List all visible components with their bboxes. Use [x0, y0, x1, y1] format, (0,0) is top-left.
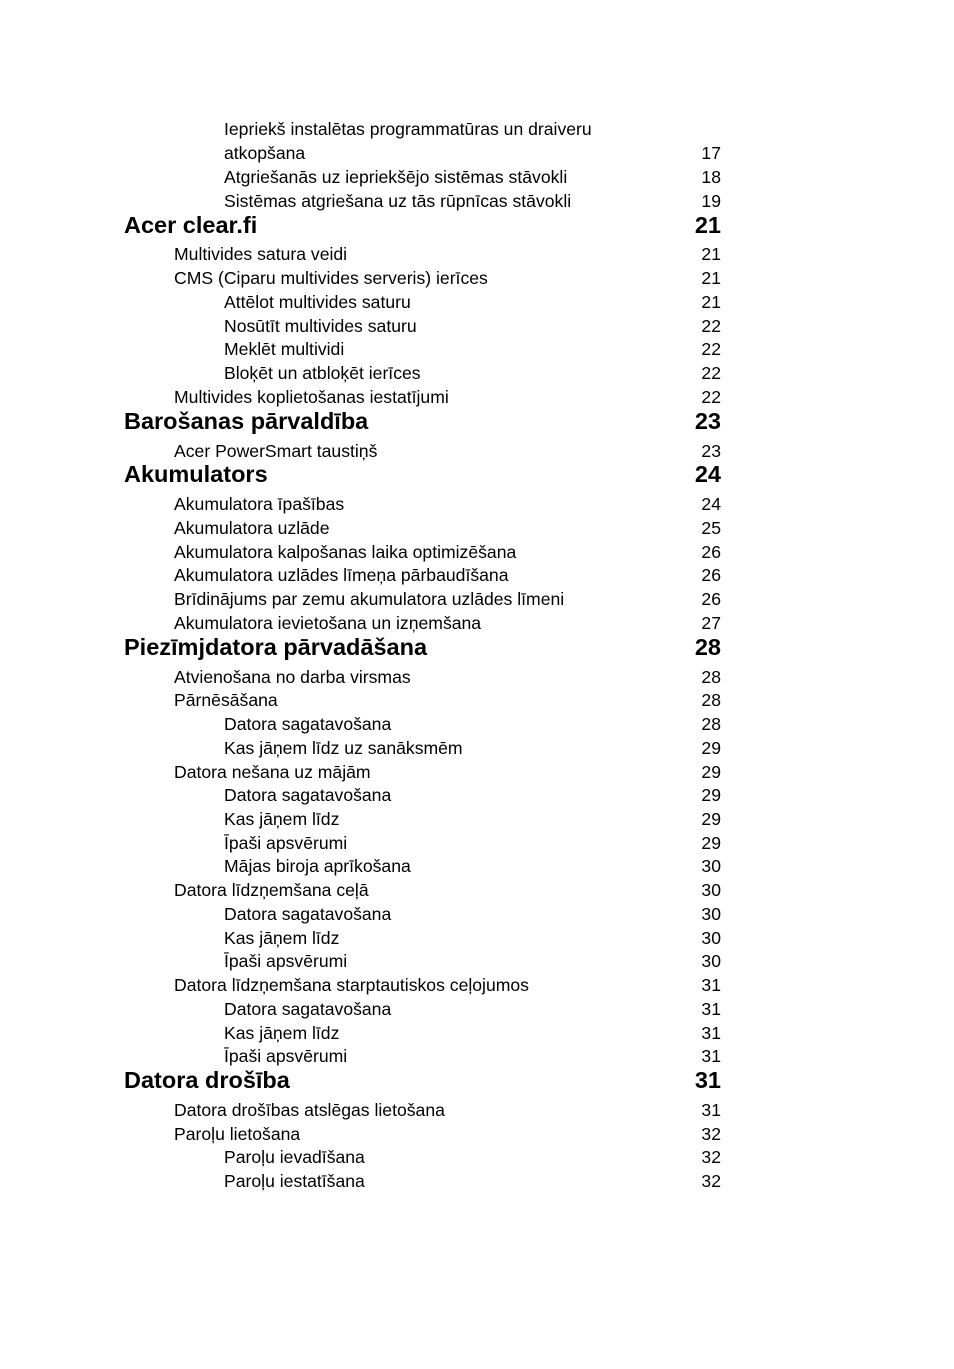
toc-entry-page: 31 [701, 999, 721, 1019]
toc-entry-title: Acer PowerSmart taustiņš [174, 441, 378, 461]
toc-entry-title: Datora drošības atslēgas lietošana [174, 1100, 445, 1120]
toc-entry-title: Bloķēt un atbloķēt ierīces [224, 363, 421, 383]
toc-entry-title: Īpaši apsvērumi [224, 1046, 348, 1066]
toc-entry-title: Atgriešanās uz iepriekšējo sistēmas stāvokli [224, 167, 568, 187]
toc-entry-page: 28 [701, 667, 721, 687]
toc-entry-title: Brīdinājums par zemu akumulatora uzlādes līmeni [174, 589, 565, 609]
toc-entry-title: Kas jāņem līdz [224, 928, 340, 948]
toc-entry-page: 31 [694, 1067, 721, 1093]
toc-entry-title: Akumulatora ievietošana un izņemšana [174, 613, 482, 633]
toc-entry-page: 22 [701, 316, 721, 336]
toc-entry-title: Datora sagatavošana [224, 904, 392, 924]
toc-entry-page: 30 [701, 856, 721, 876]
toc-entry-title: Paroļu iestatīšana [224, 1171, 365, 1191]
toc-entry-title: Datora drošība [124, 1067, 290, 1093]
toc-entry-title: Datora nešana uz mājām [174, 762, 371, 782]
toc-entry-title: Īpaši apsvērumi [224, 833, 348, 853]
toc-entry-title: Akumulatora uzlādes līmeņa pārbaudīšana [174, 565, 509, 585]
toc-entry-page: 17 [701, 143, 721, 163]
toc-entry-title: Barošanas pārvaldība [124, 408, 369, 434]
toc-entry-page: 29 [701, 833, 721, 853]
toc-entry-page: 18 [701, 167, 721, 187]
toc-entry-page: 21 [701, 292, 721, 312]
toc-entry-page: 21 [694, 212, 721, 238]
toc-entry-title: Mājas biroja aprīkošana [224, 856, 411, 876]
toc-entry-title: Akumulatora īpašības [174, 494, 345, 514]
toc-entry-title: Nosūtīt multivides saturu [224, 316, 417, 336]
toc-entry-page: 30 [701, 928, 721, 948]
toc-entry-page: 28 [701, 714, 721, 734]
toc-entry-page: 29 [701, 785, 721, 805]
toc-entry-title: Akumulators [124, 461, 268, 487]
toc-entry-page: 26 [701, 542, 721, 562]
toc-entry-page: 32 [701, 1124, 721, 1144]
toc-entry-title: Atvienošana no darba virsmas [174, 667, 411, 687]
toc-entry-page: 29 [701, 809, 721, 829]
toc-entry-title: Attēlot multivides saturu [224, 292, 411, 312]
toc-entry-page: 26 [701, 589, 721, 609]
toc-entry-page: 28 [701, 690, 721, 710]
toc-entry-page: 22 [701, 363, 721, 383]
toc-entry-title: Paroļu ievadīšana [224, 1147, 365, 1167]
toc-entry-page: 31 [701, 975, 721, 995]
toc-entry-title: Multivides satura veidi [174, 244, 348, 264]
toc-entry-page: 31 [701, 1046, 721, 1066]
toc-entry-page: 22 [701, 387, 721, 407]
toc-entry-page: 30 [701, 951, 721, 971]
toc-entry-page: 31 [701, 1100, 721, 1120]
toc-entry-title: Sistēmas atgriešana uz tās rūpnīcas stāvokli [224, 191, 572, 211]
toc-entry-page: 28 [694, 634, 721, 660]
toc-entry-page: 30 [701, 904, 721, 924]
toc-entry-page: 21 [701, 244, 721, 264]
toc-entry-title: Kas jāņem līdz [224, 809, 340, 829]
toc-entry-title: Piezīmjdatora pārvadāšana [124, 634, 428, 660]
toc-entry-title: Acer clear.fi [124, 212, 258, 238]
toc-entry-title: Datora līdzņemšana starptautiskos ceļojumos [174, 975, 529, 995]
toc-entry-title: Iepriekš instalētas programmatūras un draiveru [224, 119, 592, 139]
toc-entry-title: Datora līdzņemšana ceļā [174, 880, 369, 900]
toc-entry-page: 23 [694, 408, 721, 434]
toc-entry-page: 31 [701, 1023, 721, 1043]
toc-entry-title: Akumulatora uzlāde [174, 518, 330, 538]
toc-entry-page: 29 [701, 738, 721, 758]
toc-entry-page: 25 [701, 518, 721, 538]
toc-entry-title: Kas jāņem līdz [224, 1023, 340, 1043]
toc-entry-title: Paroļu lietošana [174, 1124, 301, 1144]
toc-entry-title: Datora sagatavošana [224, 999, 392, 1019]
toc-entry-title: Akumulatora kalpošanas laika optimizēšana [174, 542, 517, 562]
toc-entry-title: Meklēt multividi [224, 339, 345, 359]
toc-entry-title: CMS (Ciparu multivides serveris) ierīces [174, 268, 488, 288]
toc-entry-page: 26 [701, 565, 721, 585]
toc-entry-title: Pārnēsāšana [174, 690, 278, 710]
toc-entry-title: Datora sagatavošana [224, 714, 392, 734]
toc-entry-title: atkopšana [224, 143, 306, 163]
toc-entry-title: Kas jāņem līdz uz sanāksmēm [224, 738, 463, 758]
toc-entry-page: 29 [701, 762, 721, 782]
toc-entry-page: 30 [701, 880, 721, 900]
toc-entry-page: 19 [701, 191, 721, 211]
toc-entry-page: 23 [701, 441, 721, 461]
toc-entry-page: 32 [701, 1171, 721, 1191]
toc-entry-page: 24 [701, 494, 721, 514]
toc-entry-page: 27 [701, 613, 721, 633]
toc-entry-page: 24 [694, 461, 721, 487]
toc-entry-page: 21 [701, 268, 721, 288]
toc-entry-title: Multivides koplietošanas iestatījumi [174, 387, 449, 407]
toc-entry-page: 22 [701, 339, 721, 359]
toc-entry-page: 32 [701, 1147, 721, 1167]
toc-entry-title: Īpaši apsvērumi [224, 951, 348, 971]
toc-entry-title: Datora sagatavošana [224, 785, 392, 805]
